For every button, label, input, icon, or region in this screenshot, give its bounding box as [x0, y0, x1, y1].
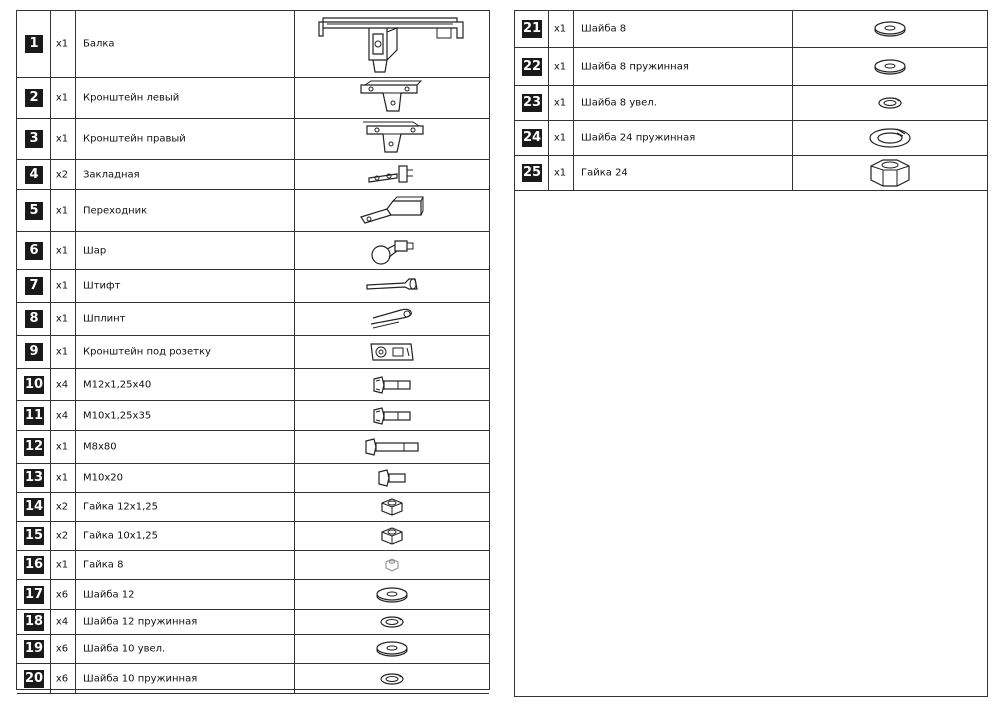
table-row	[17, 610, 489, 635]
part-name: Шайба 8 увел.	[581, 97, 657, 109]
part-quantity: x4	[55, 379, 69, 390]
part-number-badge: 25	[522, 165, 542, 180]
part-quantity: x2	[55, 501, 69, 513]
part-name: Шар	[83, 245, 107, 256]
part-quantity: x2	[55, 530, 69, 542]
column-divider	[294, 11, 295, 694]
part-name: Балка	[83, 38, 115, 50]
table-row	[17, 11, 489, 78]
table-row	[17, 160, 489, 190]
part-number-badge: 14	[24, 499, 44, 514]
part-number-badge: 18	[24, 614, 44, 629]
part-number-badge: 23	[522, 95, 542, 110]
part-name: Шайба 8	[581, 23, 627, 35]
bolt-icon	[294, 401, 489, 430]
part-quantity: x1	[55, 346, 69, 358]
parts-table-left	[16, 10, 490, 690]
part-number-badge: 20	[24, 670, 44, 686]
spring-washer-icon	[792, 86, 987, 120]
column-divider	[573, 11, 574, 191]
part-number-badge: 22	[522, 58, 542, 74]
washer-icon	[792, 11, 987, 47]
part-quantity: x1	[553, 61, 567, 72]
table-row	[17, 464, 489, 493]
part-quantity: x1	[55, 441, 69, 453]
part-number-badge: 6	[25, 242, 43, 260]
part-quantity: x1	[55, 280, 69, 292]
insert-plate-icon	[294, 160, 489, 189]
part-number-badge: 19	[24, 641, 44, 656]
part-quantity: x1	[553, 132, 567, 144]
nut-icon	[294, 493, 489, 521]
table-row	[17, 119, 489, 160]
part-number-badge: 12	[24, 439, 44, 454]
short-bolt-icon	[294, 464, 489, 492]
large-spring-washer-icon	[792, 121, 987, 155]
part-name: Закладная	[83, 169, 140, 180]
part-number-badge: 13	[24, 470, 44, 485]
part-number-badge: 10	[24, 376, 44, 392]
table-row	[17, 336, 489, 369]
part-quantity: x1	[553, 167, 567, 179]
long-bolt-icon	[294, 431, 489, 463]
table-row	[17, 270, 489, 303]
table-row	[17, 303, 489, 336]
part-name: Гайка 8	[83, 559, 124, 571]
part-quantity: x4	[55, 616, 69, 628]
part-name: Шайба 10 увел.	[83, 643, 166, 655]
part-number-badge: 1	[25, 35, 43, 53]
part-number-badge: 15	[24, 528, 44, 543]
washer-icon	[792, 48, 987, 85]
part-name: Шайба 8 пружинная	[581, 61, 689, 72]
part-name: Переходник	[83, 205, 148, 216]
part-name: Кронштейн правый	[83, 133, 186, 145]
washer-icon	[294, 580, 489, 609]
spring-washer-icon	[294, 610, 489, 634]
bracket-left-icon	[294, 78, 489, 118]
part-quantity: x4	[55, 410, 69, 421]
bracket-right-icon	[294, 119, 489, 159]
part-quantity: x6	[55, 589, 69, 600]
part-quantity: x1	[55, 313, 69, 325]
table-row	[17, 232, 489, 270]
column-divider	[75, 11, 76, 694]
part-quantity: x2	[55, 169, 69, 180]
part-quantity: x6	[55, 643, 69, 655]
column-divider	[548, 11, 549, 191]
part-name: Шайба 24 пружинная	[581, 132, 696, 144]
socket-bracket-icon	[294, 336, 489, 368]
part-number-badge: 24	[522, 130, 542, 145]
tow-beam-icon	[294, 11, 489, 77]
part-name: Шайба 12	[83, 589, 135, 600]
table-row	[17, 635, 489, 664]
cotter-pin-icon	[294, 303, 489, 335]
table-row	[17, 190, 489, 232]
table-row	[17, 522, 489, 551]
part-name: M10x20	[83, 472, 123, 484]
table-row	[515, 121, 987, 156]
large-nut-icon	[792, 156, 987, 190]
part-quantity: x1	[55, 38, 69, 50]
part-name: Шайба 10 пружинная	[83, 673, 198, 684]
part-name: Кронштейн левый	[83, 92, 180, 104]
part-quantity: x1	[55, 472, 69, 484]
column-divider	[792, 11, 793, 191]
part-name: Кронштейн под розетку	[83, 346, 211, 358]
part-number-badge: 7	[25, 277, 43, 295]
table-row	[17, 401, 489, 431]
pin-icon	[294, 270, 489, 302]
part-quantity: x1	[55, 133, 69, 145]
part-number-badge: 8	[25, 310, 43, 328]
table-row	[17, 431, 489, 464]
part-number-badge: 5	[25, 202, 43, 220]
adapter-icon	[294, 190, 489, 231]
table-row	[17, 493, 489, 522]
column-divider	[50, 11, 51, 694]
part-quantity: x1	[55, 205, 69, 216]
table-row	[17, 580, 489, 610]
small-nut-icon	[294, 551, 489, 579]
tow-ball-icon	[294, 232, 489, 269]
part-number-badge: 17	[24, 586, 44, 602]
part-name: M10x1,25x35	[83, 410, 152, 421]
part-name: Штифт	[83, 280, 121, 292]
parts-table-right	[514, 10, 988, 697]
part-name: M8x80	[83, 441, 117, 453]
nut-icon	[294, 522, 489, 550]
part-number-badge: 21	[522, 21, 542, 36]
part-quantity: x1	[55, 92, 69, 104]
part-number-badge: 3	[25, 130, 43, 148]
part-quantity: x6	[55, 673, 69, 684]
part-quantity: x1	[55, 245, 69, 256]
bolt-icon	[294, 369, 489, 400]
table-row	[17, 664, 489, 694]
part-name: M12x1,25x40	[83, 379, 152, 390]
part-number-badge: 16	[24, 557, 44, 572]
table-row	[515, 48, 987, 86]
part-number-badge: 2	[25, 89, 43, 107]
table-row	[17, 369, 489, 401]
table-row	[17, 78, 489, 119]
part-name: Гайка 24	[581, 167, 628, 179]
part-number-badge: 4	[25, 166, 43, 184]
spring-washer-icon	[294, 664, 489, 693]
part-number-badge: 9	[25, 343, 43, 361]
table-row	[515, 86, 987, 121]
part-quantity: x1	[553, 97, 567, 109]
washer-icon	[294, 635, 489, 663]
table-row	[515, 11, 987, 48]
part-quantity: x1	[553, 23, 567, 35]
table-row	[17, 551, 489, 580]
part-name: Шплинт	[83, 313, 126, 325]
part-quantity: x1	[55, 559, 69, 571]
part-number-badge: 11	[24, 407, 44, 423]
table-row	[515, 156, 987, 191]
part-name: Гайка 12x1,25	[83, 501, 158, 513]
part-name: Гайка 10x1,25	[83, 530, 158, 542]
part-name: Шайба 12 пружинная	[83, 616, 198, 628]
